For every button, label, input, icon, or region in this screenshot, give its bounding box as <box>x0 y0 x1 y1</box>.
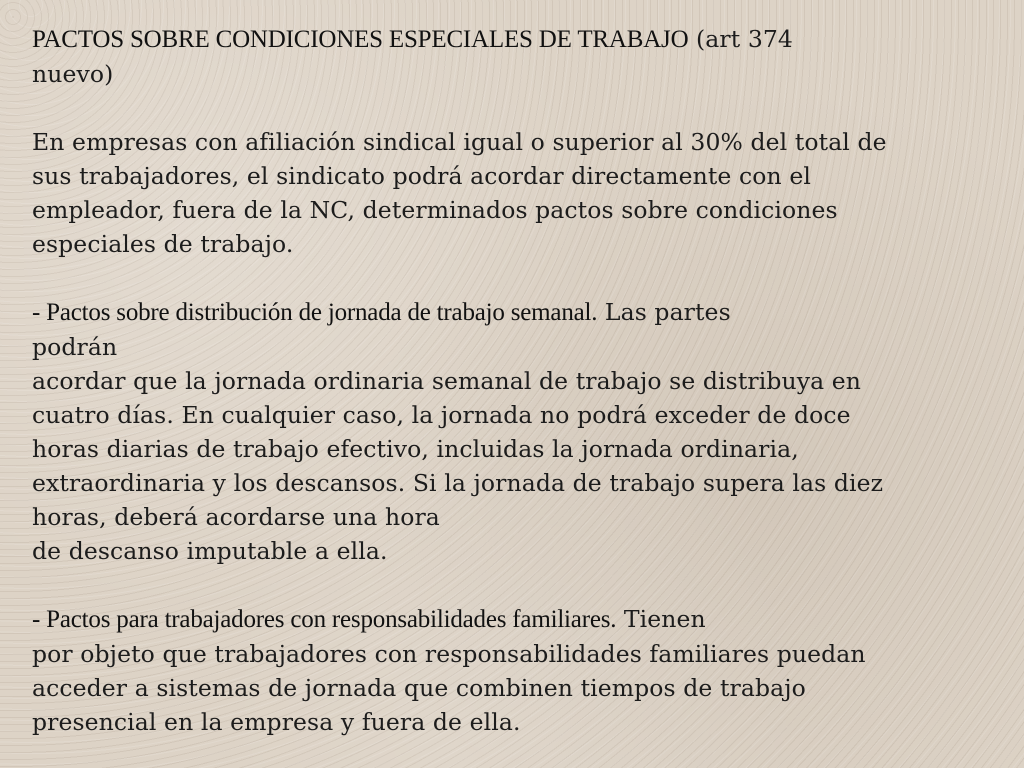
section-weekly-hours-line: horas diarias de trabajo efectivo, incluidas la jornada ordinaria, <box>32 435 799 463</box>
section-family-responsibilities <box>32 602 1007 739</box>
section-weekly-hours-lead: Las partes <box>597 298 731 326</box>
title-article-ref: (art 374 <box>688 25 793 53</box>
slide-content <box>32 22 1007 739</box>
intro-line: especiales de trabajo. <box>32 230 294 258</box>
section-family-heading: - Pactos para trabajadores con responsabilidades familiares. <box>32 606 617 633</box>
section-weekly-hours-line: extraordinaria y los descansos. Si la jornada de trabajo supera las diez <box>32 469 884 497</box>
section-family-line: acceder a sistemas de jornada que combinen tiempos de trabajo <box>32 674 806 702</box>
section-weekly-hours-line: horas, deberá acordarse una hora <box>32 503 440 531</box>
title-heading: PACTOS SOBRE CONDICIONES ESPECIALES DE TRABAJO <box>32 26 689 53</box>
intro-paragraph <box>32 125 1007 261</box>
section-weekly-hours-heading: - Pactos sobre distribución de jornada de trabajo semanal. <box>32 299 598 326</box>
section-family-first-line <box>32 602 1007 637</box>
intro-line: En empresas con afiliación sindical igual o superior al 30% del total de <box>32 128 887 156</box>
section-family-lead: Tienen <box>616 605 706 633</box>
section-weekly-hours-line: cuatro días. En cualquier caso, la jornada no podrá exceder de doce <box>32 401 851 429</box>
intro-line: empleador, fuera de la NC, determinados pactos sobre condiciones <box>32 196 838 224</box>
section-weekly-hours-line: de descanso imputable a ella. <box>32 537 388 565</box>
section-family-line: por objeto que trabajadores con responsabilidades familiares puedan <box>32 640 866 668</box>
section-weekly-hours-line: acordar que la jornada ordinaria semanal de trabajo se distribuya en <box>32 367 862 395</box>
intro-line: sus trabajadores, el sindicato podrá acordar directamente con el <box>32 162 811 190</box>
section-weekly-hours-line: podrán <box>32 333 118 361</box>
title-line-2: nuevo) <box>32 60 114 88</box>
section-weekly-hours <box>32 295 1007 568</box>
title-line-1 <box>32 22 1007 57</box>
section-family-line: presencial en la empresa y fuera de ella. <box>32 708 521 736</box>
section-weekly-hours-first-line <box>32 295 1007 330</box>
title-block <box>32 22 1007 91</box>
